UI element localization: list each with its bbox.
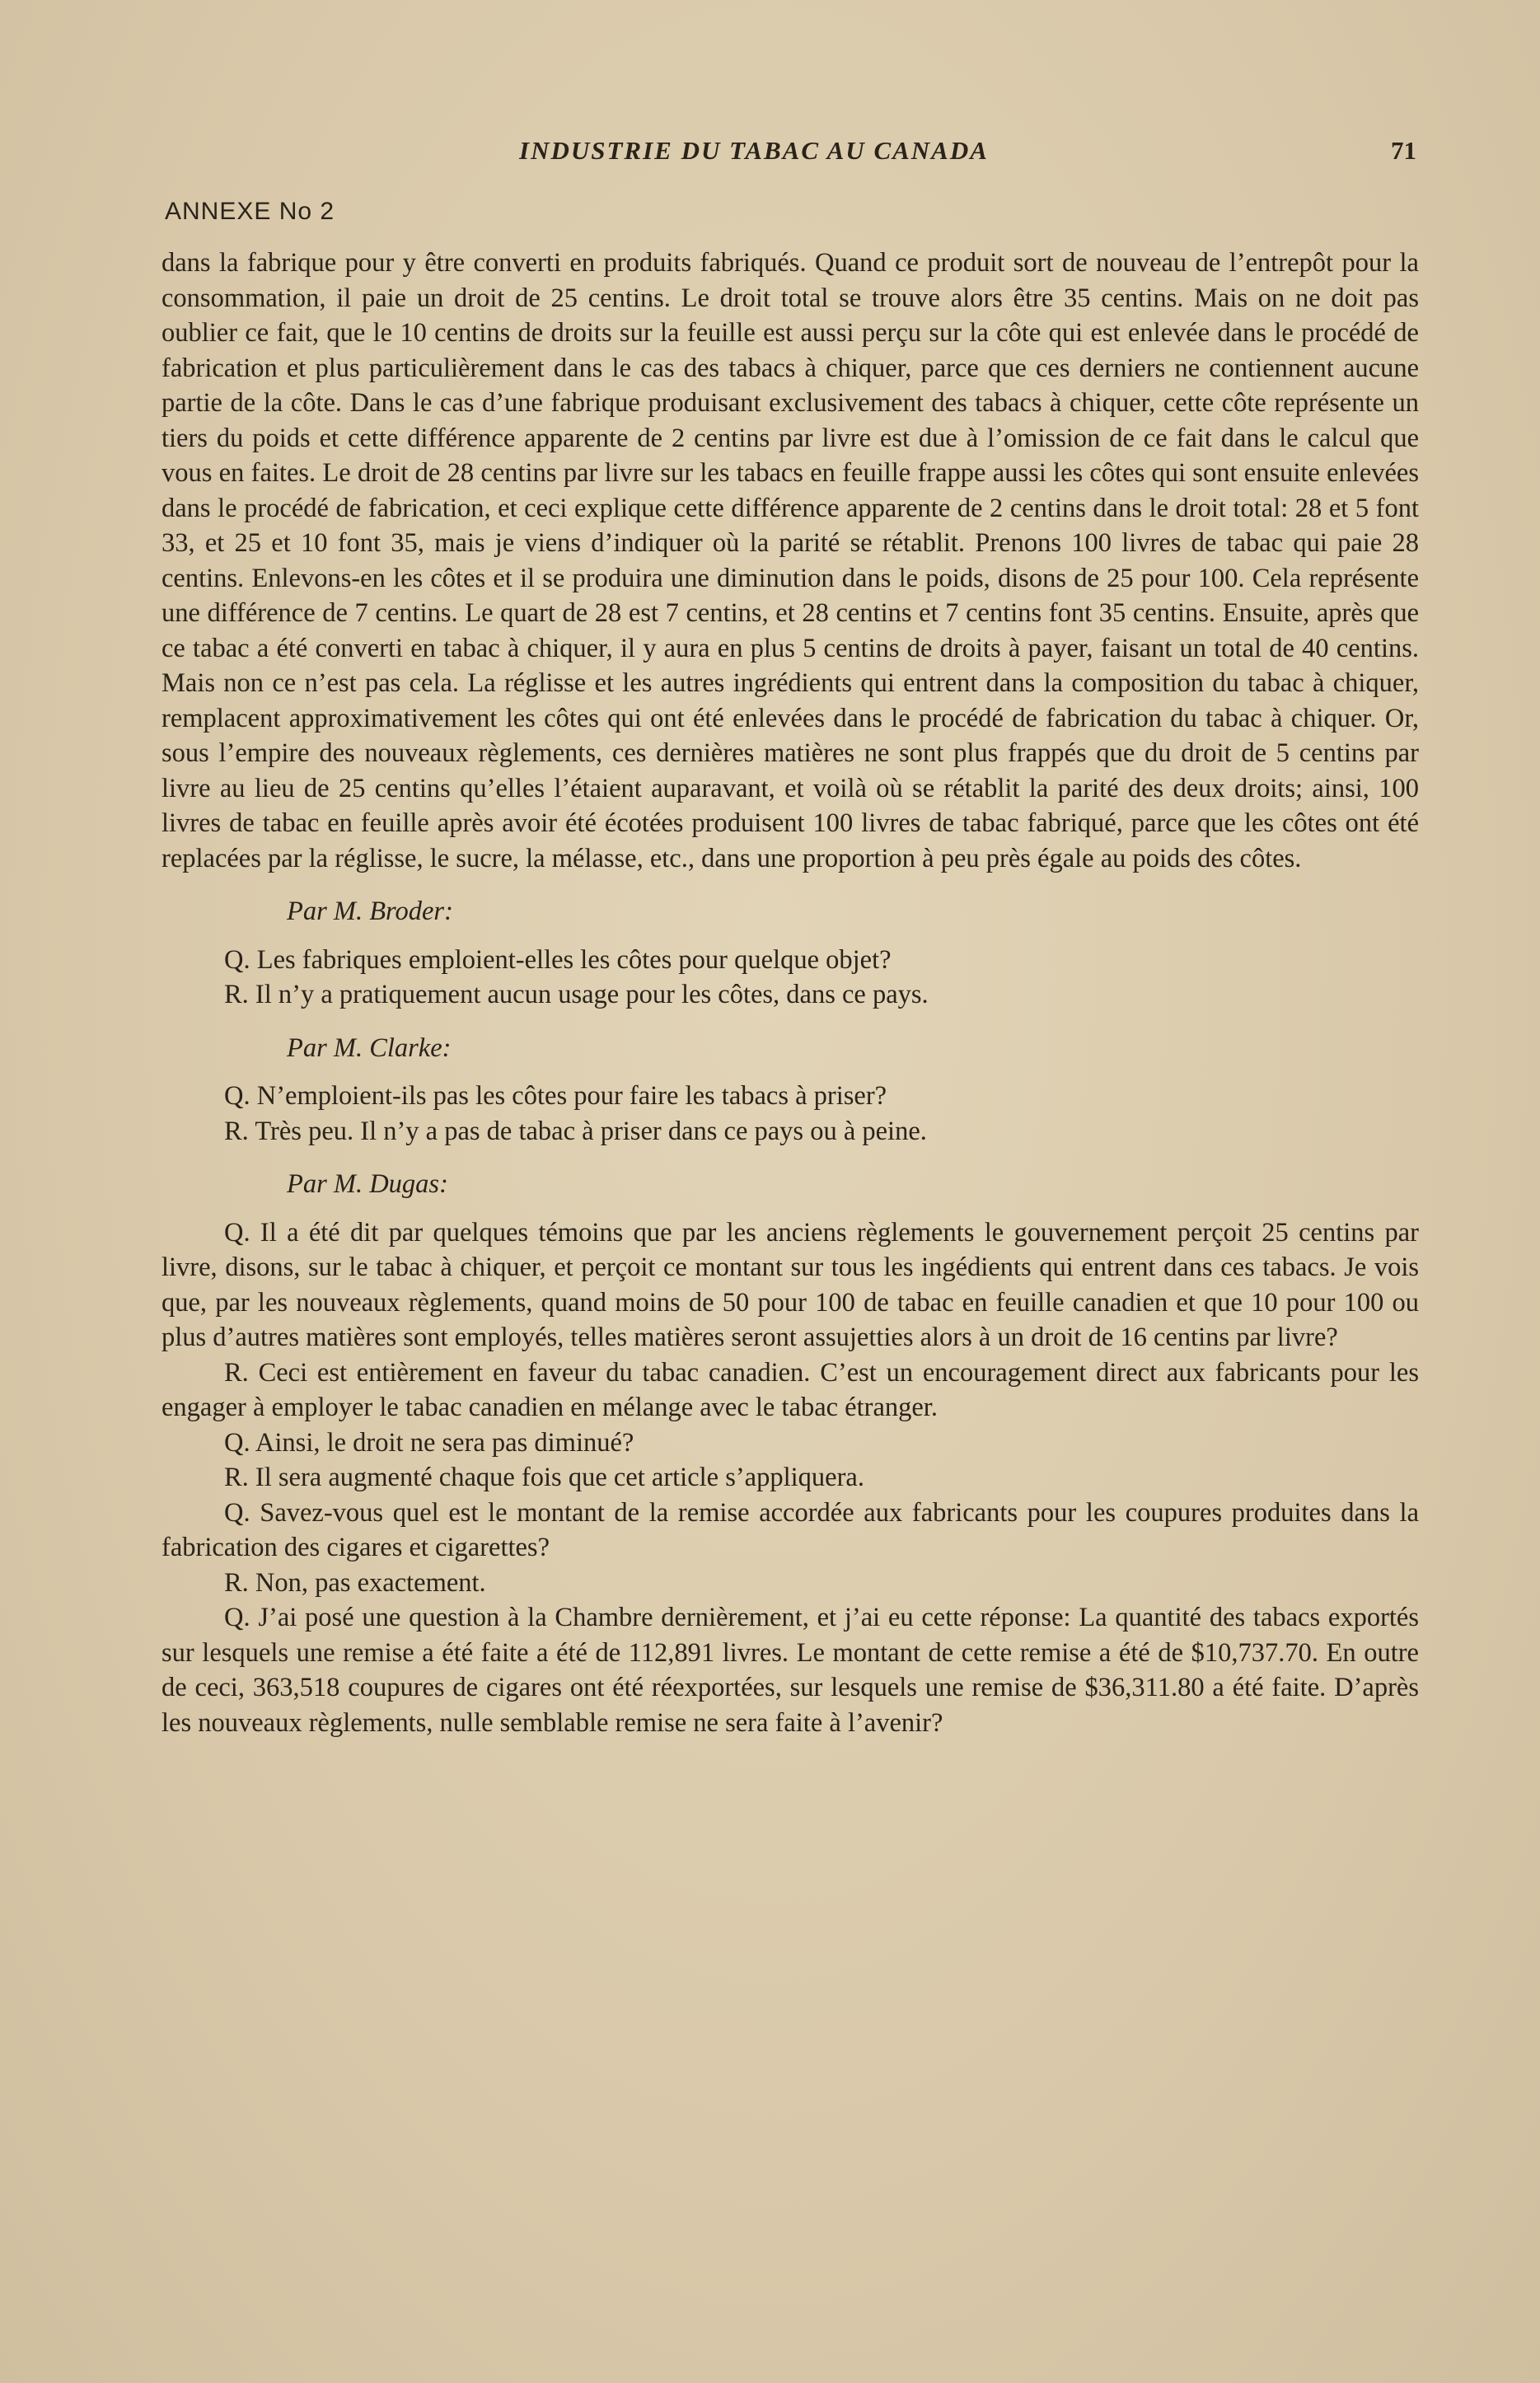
body-text [161,246,1419,1740]
answer: R. Il n’y a pratiquement aucun usage pour les côtes, dans ce pays. [224,980,929,1009]
speaker-heading: Par M. Dugas: [287,1169,448,1199]
speaker-heading: Par M. Broder: [287,897,453,926]
answer: R. Non, pas exactement. [224,1567,486,1598]
running-header [165,136,1416,169]
speaker-heading: Par M. Clarke: [287,1032,452,1063]
question: Q. Les fabriques emploient-elles les côtes pour quelque objet? [224,944,892,975]
paragraph: dans la fabrique pour y être converti en produits fabriqués. Quand ce produit sort de nouveau de l’entrepôt pour la consommation, il paie un droit de 25 centins. Le droit total se trouve alors être 35 centins. Mais on ne doit pas oublier ce fait, que le 10 centins de droits sur la feuille est aussi perçu sur la côte qui est enlevée dans le procédé de fabrication et plus particulièrement dans le cas des tabacs à chiquer, parce que ces derniers ne contiennent aucune partie de la côte. Dans le cas d’une fabrique produisant exclusivement des tabacs à chiquer, cette côte représente un tiers du poids et cette différence apparente de 2 centins par livre est due à l’omission de ce fait dans le calcul que vous en faites. Le droit de 28 centins par livre sur les tabacs en feuille frappe aussi les côtes qui sont ensuite enlevées dans le procédé de fabrication, et ceci explique cette différence apparente de 2 centins dans le droit total: 28 et 5 font 33, et 25 et 10 font 35, mais je viens d’indiquer où la parité se rétablit. Prenons 100 livres de tabac qui paie 28 centins. Enlevons-en les côtes et il se produira une diminution dans le poids, disons de 25 pour 100. Cela représente une différence de 7 centins. Le quart de 28 est 7 centins, et 28 centins et 7 centins font 35 centins. Ensuite, après que ce tabac a été converti en tabac à chiquer, il y aura en plus 5 centins de droits à payer, faisant un total de 40 centins. Mais non ce n’est pas cela. La réglisse et les autres ingrédients qui entrent dans la composition du tabac à chiquer, remplacent approximativement les côtes qui ont été enlevées dans le procédé de fabrication du tabac à chiquer. Or, sous l’empire des nouveaux règlements, ces dernières matières ne sont plus frappés que du droit de 5 centins par livre au lieu de 25 centins qu’elles l’étaient auparavant, et voilà où se rétablit la parité des deux droits; ainsi, 100 livres de tabac en feuille après avoir été écotées produisent 100 livres de tabac fabriqué, parce que les côtes ont été replacées par la réglisse, le sucre, la mélasse, etc., dans une proportion à peu près égale au poids des côtes. [161,248,1419,873]
question: Q. N’emploient-ils pas les côtes pour faire les tabacs à priser? [224,1081,887,1111]
question: Q. J’ai posé une question à la Chambre dernièrement, et j’ai eu cette réponse: La quantité des tabacs exportés sur lesquels une remise a été faite a été de 112,891 livres. Le montant de cette remise a été de $10,737.70. En outre de ceci, 363,518 coupures de cigares ont été réexportées, sur lesquels une remise de $36,311.80 a été faite. D’après les nouveaux règlements, nulle semblable remise ne sera faite à l’avenir? [161,1603,1419,1738]
annex-label: ANNEXE No 2 [165,198,335,225]
running-title: INDUSTRIE DU TABAC AU CANADA [519,136,989,165]
answer: R. Très peu. Il n’y a pas de tabac à priser dans ce pays ou à peine. [224,1116,927,1146]
question: Q. Il a été dit par quelques témoins que par les anciens règlements le gouvernement perçoit 25 centins par livre, disons, sur le tabac à chiquer, et perçoit ce montant sur tous les ingédients qui entrent dans ces tabacs. Je vois que, par les nouveaux règlements, quand moins de 50 pour 100 de tabac en feuille canadien et que 10 pour 100 ou plus d’autres matières sont employés, telles matières seront assujetties alors à un droit de 16 centins par livre? [161,1217,1419,1352]
question: Q. Savez-vous quel est le montant de la remise accordée aux fabricants pour les coupures produites dans la fabrication des cigares et cigarettes? [161,1497,1419,1562]
answer: R. Il sera augmenté chaque fois que cet article s’appliquera. [224,1463,864,1492]
question: Q. Ainsi, le droit ne sera pas diminué? [224,1427,634,1458]
answer: R. Ceci est entièrement en faveur du tabac canadien. C’est un encouragement direct aux fabricants pour les engager à employer le tabac canadien en mélange avec le tabac étranger. [161,1357,1419,1422]
page-number: 71 [1391,136,1416,165]
